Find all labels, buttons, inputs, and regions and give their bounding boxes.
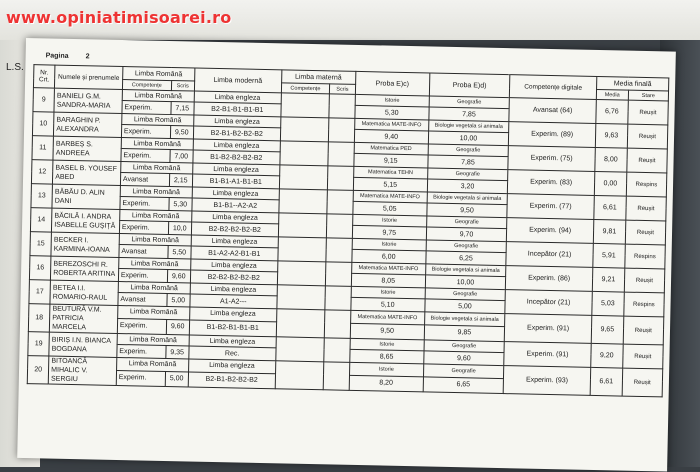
proba-c-value-cell: 9,40 [354, 129, 428, 144]
col-nr-header: Nr. Crt. [33, 65, 55, 88]
proba-d-label-cell: Biologie vegetala si animala [424, 312, 505, 327]
proba-d-value-cell: 9,70 [426, 227, 507, 242]
status-cell: Reușit [622, 368, 663, 397]
proba-c-label-cell: Matematica PED [354, 142, 428, 155]
row-number-cell: 20 [27, 356, 49, 384]
row-number-cell: 11 [32, 136, 54, 160]
status-cell: Reușit [626, 148, 667, 173]
materna-comp-cell [275, 337, 324, 362]
proba-d-label-cell: Geografie [426, 240, 507, 253]
status-cell: Reușit [627, 124, 668, 149]
digital-skills-cell: Incepător (21) [505, 290, 592, 316]
page-label: Pagina [45, 52, 69, 60]
student-name-cell: BIRIȘ I.N. BIANCA BOGDANA [49, 332, 117, 357]
proba-d-value-cell: 10,00 [428, 131, 509, 146]
moderna-value-cell: Rec. [189, 346, 276, 361]
status-cell: Reușit [628, 100, 669, 125]
materna-scris-cell [326, 238, 352, 263]
romana-label-cell: Limba Română [121, 162, 193, 175]
row-number-cell: 19 [28, 332, 50, 356]
moderna-value-cell: B2-B1-B1-B1-B1 [194, 102, 281, 117]
proba-d-label-cell: Geografie [425, 288, 506, 301]
proba-d-label-cell: Geografie [426, 216, 507, 229]
col-proba-c-header: Proba E)c) [355, 71, 430, 96]
proba-d-label-cell: Geografie [423, 364, 504, 379]
row-number-cell: 16 [29, 256, 51, 280]
row-number-cell: 13 [31, 184, 53, 208]
proba-c-value-cell: 9,15 [354, 153, 428, 168]
proba-c-value-cell: 5,10 [351, 297, 425, 312]
materna-scris-cell [325, 286, 351, 311]
moderna-label-cell: Limba engleza [189, 335, 276, 348]
materna-scris-cell [327, 190, 353, 215]
moderna-value-cell: B2-B2-B2-B2-B2 [190, 270, 277, 285]
final-average-cell: 6,76 [596, 99, 628, 124]
proba-d-value-cell: 3,20 [427, 179, 508, 194]
proba-c-value-cell: 5,05 [353, 201, 427, 216]
proba-c-label-cell: Istorie [352, 238, 426, 251]
proba-c-value-cell: 5,30 [355, 105, 429, 120]
romana-comp-cell: Experim. [119, 220, 168, 234]
digital-skills-cell: Incepător (21) [506, 242, 593, 268]
materna-comp-cell [280, 117, 329, 142]
final-average-cell: 0,00 [594, 171, 626, 196]
materna-comp-cell [279, 141, 328, 166]
status-cell: Reușit [625, 196, 666, 221]
moderna-value-cell: B1-A2-A2-B1-B1 [191, 246, 278, 261]
status-cell: Respins [623, 292, 664, 317]
romana-scris-cell: 10,0 [168, 222, 192, 235]
moderna-value-cell: B2-B1-B2-B2-B2 [193, 126, 280, 141]
digital-skills-cell: Experim. (77) [507, 194, 594, 220]
romana-comp-cell: Experim. [117, 344, 166, 358]
proba-c-value-cell: 8,65 [349, 349, 423, 364]
row-number-cell: 9 [33, 88, 55, 112]
proba-d-value-cell: 6,25 [426, 251, 507, 266]
row-number-cell: 18 [28, 304, 50, 332]
digital-skills-cell: Avansat (64) [509, 98, 596, 124]
moderna-label-cell: Limba engleza [188, 359, 275, 374]
materna-comp-cell [278, 213, 327, 238]
proba-c-value-cell: 8,20 [349, 375, 423, 392]
romana-scris-cell: 7,00 [169, 150, 193, 163]
romana-scris-cell: 5,00 [166, 294, 190, 307]
romana-comp-cell: Experim. [117, 318, 166, 334]
romana-label-cell: Limba Română [121, 138, 193, 151]
proba-c-label-cell: Istorie [352, 214, 426, 227]
romana-label-cell: Limba Română [117, 333, 189, 346]
status-cell: Reușit [623, 316, 664, 345]
romana-label-cell: Limba Română [120, 210, 192, 223]
final-average-cell: 9,20 [591, 343, 623, 368]
student-name-cell: BANIELI G.M. SANDRA-MARIA [54, 88, 122, 113]
proba-d-value-cell: 7,85 [428, 155, 509, 170]
romana-scris-cell: 7,15 [170, 102, 194, 115]
moderna-label-cell: Limba engleza [191, 235, 278, 248]
status-cell: Reușit [624, 268, 665, 293]
proba-c-label-cell: Istorie [349, 362, 423, 376]
moderna-label-cell: Limba engleza [193, 139, 280, 152]
moderna-value-cell: B1-B1-A1-B1-B1 [192, 174, 279, 189]
col-romana-comp-header: Competențe [122, 80, 171, 91]
student-name-cell: BARBEȘ S. ANDREEA [53, 136, 121, 161]
moderna-label-cell: Limba engleza [194, 115, 281, 128]
materna-scris-cell [328, 142, 354, 167]
materna-scris-cell [326, 262, 352, 287]
final-average-cell: 6,61 [594, 195, 626, 220]
romana-label-cell: Limba Română [118, 281, 190, 294]
final-average-cell: 6,61 [590, 367, 622, 396]
student-name-cell: BĂBĂU D. ALIN DANI [52, 184, 120, 209]
romana-scris-cell: 2,15 [169, 174, 193, 187]
materna-scris-cell [329, 118, 355, 143]
proba-d-label-cell: Geografie [424, 340, 505, 353]
results-body [27, 88, 668, 397]
proba-d-label-cell: Biologie vegetala si animala [427, 192, 508, 205]
romana-scris-cell: 9,60 [167, 270, 191, 283]
moderna-value-cell: B2-B2-B2-B2-B2 [191, 222, 278, 237]
status-cell: Reușit [625, 220, 666, 245]
page-number: 2 [85, 53, 90, 61]
romana-comp-cell: Experim. [118, 268, 167, 282]
romana-scris-cell: 5,50 [167, 246, 191, 259]
student-name-cell: BEREZOSCHI R. ROBERTA ARITINA [51, 256, 119, 281]
col-media-finala-header: Media finală [596, 76, 668, 91]
romana-label-cell: Limba Română [120, 186, 192, 199]
proba-d-value-cell: 5,00 [425, 299, 506, 314]
row-number-cell: 10 [32, 112, 54, 136]
digital-skills-cell: Experim. (89) [509, 122, 596, 148]
materna-scris-cell [325, 310, 351, 339]
digital-skills-cell: Experim. (83) [508, 170, 595, 196]
status-cell: Respins [624, 244, 665, 269]
materna-comp-cell [277, 261, 326, 286]
proba-d-label-cell: Biologie vegetala si animala [428, 120, 509, 133]
final-average-cell: 9,63 [595, 123, 627, 148]
digital-skills-cell: Experim. (91) [504, 342, 591, 368]
romana-label-cell: Limba Română [119, 257, 191, 270]
watermark: www.opiniatimisoarei.ro [6, 8, 232, 27]
romana-comp-cell: Experim. [116, 370, 165, 386]
row-number-cell: 14 [30, 208, 52, 232]
student-name-cell: BARAGHIN P. ALEXANDRA [54, 112, 122, 137]
row-number-cell: 17 [29, 280, 51, 304]
col-romana-header: Limba Română [123, 67, 195, 82]
romana-label-cell: Limba Română [119, 233, 191, 246]
student-name-cell: BETEA I.I. ROMARIO-RAUL [50, 280, 118, 305]
moderna-label-cell: Limba engleza [192, 211, 279, 224]
proba-d-label-cell: Geografie [429, 96, 510, 109]
romana-comp-cell: Avansat [118, 292, 167, 306]
proba-c-value-cell: 9,50 [350, 323, 424, 340]
proba-c-value-cell: 6,00 [352, 249, 426, 264]
materna-scris-cell [327, 214, 353, 239]
proba-c-value-cell: 9,75 [352, 225, 426, 240]
final-average-cell: 8,00 [595, 147, 627, 172]
student-name-cell: BECKER I. KARMINA-IOANA [51, 232, 119, 257]
proba-d-value-cell: 9,50 [427, 203, 508, 218]
proba-c-label-cell: Istorie [351, 286, 425, 299]
col-stare-header: Stare [628, 90, 669, 101]
col-materna-header: Limba maternă [281, 70, 355, 85]
moderna-label-cell: Limba engleza [193, 163, 280, 176]
proba-c-label-cell: Matematica MATE-INFO [350, 310, 424, 324]
materna-scris-cell [323, 362, 349, 391]
moderna-label-cell: Limba engleza [189, 307, 276, 322]
proba-d-value-cell: 7,85 [429, 107, 510, 122]
proba-c-label-cell: Matematica MATE-INFO [351, 262, 425, 275]
final-average-cell: 9,21 [592, 267, 624, 292]
row-number-cell: 15 [30, 232, 52, 256]
digital-skills-cell: Experim. (94) [507, 218, 594, 244]
col-materna-scris-header: Scris [330, 84, 356, 95]
romana-scris-cell: 5,30 [168, 198, 192, 211]
romana-scris-cell: 9,50 [170, 126, 194, 139]
digital-skills-cell: Experim. (91) [504, 314, 591, 344]
student-name-cell: BEUTURĂ V.M. PATRICIA MARCELA [50, 304, 118, 333]
romana-comp-cell: Experim. [122, 101, 171, 115]
romana-comp-cell: Experim. [121, 125, 170, 139]
digital-skills-cell: Experim. (86) [506, 266, 593, 292]
romana-scris-cell: 9,35 [165, 345, 189, 358]
moderna-label-cell: Limba engleza [194, 91, 281, 104]
proba-d-value-cell: 10,00 [425, 275, 506, 290]
moderna-label-cell: Limba engleza [191, 259, 278, 272]
proba-c-label-cell: Matematica MATE-INFO [353, 190, 427, 203]
margin-label: L.S. [6, 62, 24, 73]
col-moderna-header: Limba modernă [194, 68, 281, 93]
materna-comp-cell [276, 309, 325, 338]
results-sheet [17, 38, 676, 472]
romana-scris-cell: 5,00 [165, 371, 189, 387]
results-table [27, 64, 670, 397]
proba-d-value-cell: 9,85 [424, 325, 505, 342]
col-romana-scris-header: Scris [171, 81, 194, 91]
final-average-cell: 5,03 [592, 291, 624, 316]
status-cell: Respins [626, 172, 667, 197]
col-proba-d-header: Proba E)d) [429, 73, 510, 98]
status-cell: Reușit [622, 344, 663, 369]
proba-c-label-cell: Matematica MATE-INFO [354, 118, 428, 131]
student-name-cell: BĂCILĂ I. ANDRA ISABELLE GUȘIȚĂ [52, 208, 120, 233]
materna-comp-cell [275, 361, 324, 390]
proba-d-label-cell: Geografie [428, 144, 509, 157]
moderna-value-cell: B2-B1-B2-B2-B2 [188, 372, 275, 389]
digital-skills-cell: Experim. (75) [508, 146, 595, 172]
final-average-cell: 9,81 [593, 219, 625, 244]
col-digitale-header: Competențe digitale [510, 75, 597, 100]
romana-label-cell: Limba Română [118, 305, 190, 319]
col-media-header: Media [596, 89, 628, 100]
proba-c-label-cell: Istorie [355, 94, 429, 107]
romana-label-cell: Limba Română [122, 90, 194, 103]
romana-label-cell: Limba Română [122, 114, 194, 127]
romana-label-cell: Limba Română [116, 357, 188, 371]
col-materna-comp-header: Competențe [281, 83, 330, 94]
moderna-value-cell: B1-B2-B1-B1-B1 [189, 320, 276, 337]
materna-scris-cell [328, 166, 354, 191]
proba-c-value-cell: 5,15 [353, 177, 427, 192]
materna-scris-cell [329, 94, 355, 119]
proba-d-value-cell: 9,60 [424, 351, 505, 366]
materna-scris-cell [324, 338, 350, 363]
romana-comp-cell: Avansat [120, 173, 169, 187]
final-average-cell: 5,91 [593, 243, 625, 268]
student-name-cell: BASEL B. YOUSEF ABED [53, 160, 121, 185]
materna-comp-cell [276, 285, 325, 310]
proba-c-label-cell: Matematica TEHN [353, 166, 427, 179]
materna-comp-cell [279, 165, 328, 190]
moderna-label-cell: Limba engleza [192, 187, 279, 200]
romana-scris-cell: 9,60 [166, 319, 190, 335]
moderna-value-cell: A1-A2--- [190, 294, 277, 309]
digital-skills-cell: Experim. (93) [503, 366, 590, 396]
row-number-cell: 12 [31, 160, 53, 184]
proba-c-value-cell: 8,05 [351, 273, 425, 288]
romana-comp-cell: Experim. [120, 197, 169, 211]
col-name-header: Numele și prenumele [55, 65, 123, 89]
romana-comp-cell: Avansat [119, 244, 168, 258]
materna-comp-cell [278, 189, 327, 214]
proba-d-label-cell: Biologie vegetala si animala [425, 264, 506, 277]
proba-d-value-cell: 6,65 [423, 377, 504, 394]
proba-c-label-cell: Istorie [350, 338, 424, 351]
materna-comp-cell [277, 237, 326, 262]
student-name-cell: BITOANCĂ MIHALIC V. SERGIU [48, 356, 116, 385]
moderna-label-cell: Limba engleza [190, 283, 277, 296]
moderna-value-cell: B1-B1--A2-A2 [192, 198, 279, 213]
materna-comp-cell [280, 93, 329, 118]
romana-comp-cell: Experim. [121, 149, 170, 163]
final-average-cell: 9,65 [591, 315, 623, 344]
moderna-value-cell: B1-B2-B2-B2-B2 [193, 150, 280, 165]
proba-d-label-cell: Geografie [427, 168, 508, 181]
